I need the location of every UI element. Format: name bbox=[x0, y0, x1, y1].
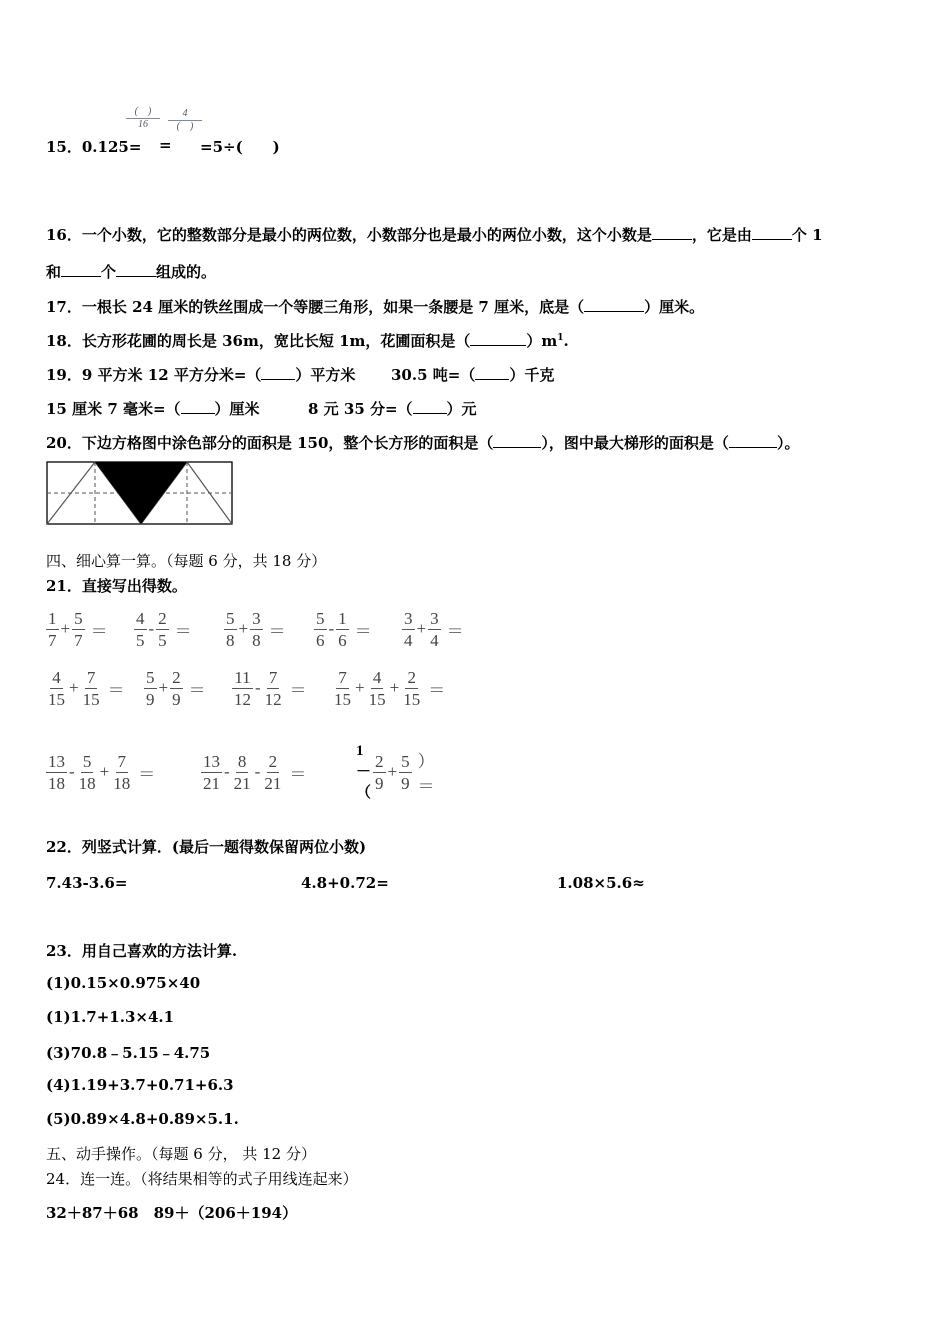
fraction-numerator: 3 bbox=[404, 608, 413, 628]
fraction-numerator: 4 bbox=[136, 608, 145, 628]
q20-grid-figure bbox=[46, 461, 234, 527]
fraction bbox=[263, 667, 284, 710]
section-4-title: 四、细心算一算。（每题 6 分，共 18 分） bbox=[46, 552, 327, 570]
fraction bbox=[373, 751, 386, 794]
fraction bbox=[134, 608, 147, 651]
q17-line: 17．一根长 24 厘米的铁丝围成一个等腰三角形，如果一条腰是 7 厘米，底是（ ）厘米。 bbox=[46, 298, 705, 316]
fraction-numerator: 3 bbox=[430, 608, 439, 628]
operator: + bbox=[389, 678, 400, 697]
q21-title: 21．直接写出得数。 bbox=[46, 577, 187, 595]
fraction-denominator: 4 bbox=[404, 630, 413, 650]
operator: + bbox=[355, 678, 365, 697]
q21-row3-item-1 bbox=[46, 751, 157, 794]
fraction-denominator: 15 bbox=[82, 689, 100, 709]
fraction-denominator: 18 bbox=[48, 773, 65, 793]
q22-title: 22．列竖式计算．(最后一题得数保留两位小数) bbox=[46, 838, 367, 856]
q19-line-2b: 8 元 35 分=（ ）元 bbox=[308, 400, 477, 418]
fraction bbox=[250, 608, 263, 651]
fraction-denominator: 8 bbox=[226, 630, 235, 650]
equals-sign: ＝ bbox=[428, 680, 446, 700]
operator: - bbox=[254, 762, 261, 781]
fraction bbox=[399, 751, 412, 794]
fraction-denominator: 18 bbox=[78, 773, 96, 793]
q22-expr-2: 4.8+0.72= bbox=[301, 874, 389, 892]
fraction-numerator: 13 bbox=[203, 751, 220, 771]
fraction-numerator: 7 bbox=[338, 667, 347, 687]
q15-tail: =5÷( ) bbox=[200, 138, 280, 156]
q15-line: 15．0.125= bbox=[46, 138, 142, 156]
q16-blank-4[interactable] bbox=[116, 263, 156, 277]
fraction-numerator: 5 bbox=[82, 751, 92, 771]
operator: + bbox=[99, 762, 110, 781]
fraction-denominator: 15 bbox=[403, 689, 421, 709]
q23-item-2: (1)1.7+1.3×4.1 bbox=[46, 1008, 175, 1026]
q19-line-1b: 30.5 吨=（ ）千克 bbox=[391, 366, 555, 384]
operator: - bbox=[328, 619, 335, 638]
fraction bbox=[46, 667, 67, 710]
fraction bbox=[232, 667, 253, 710]
fraction bbox=[332, 667, 353, 710]
fraction-denominator: 18 bbox=[113, 773, 131, 793]
operator: + bbox=[69, 678, 79, 697]
fraction bbox=[170, 667, 183, 710]
q16-blank-3[interactable] bbox=[61, 263, 101, 277]
equals-sign: ＝ bbox=[289, 680, 307, 700]
fraction-denominator: 21 bbox=[264, 773, 282, 793]
q21-prefix: 1－（ bbox=[356, 742, 372, 801]
q16-line-1: 16．一个小数，它的整数部分是最小的两位数，小数部分也是最小的两位小数，这个小数是 ，它是由 个 1 bbox=[46, 226, 823, 244]
fraction-numerator: 5 bbox=[74, 608, 83, 628]
operator: + bbox=[158, 678, 169, 697]
fraction bbox=[232, 751, 253, 794]
operator: + bbox=[60, 619, 71, 638]
operator: + bbox=[416, 619, 427, 638]
fraction-numerator: 2 bbox=[268, 751, 278, 771]
fraction bbox=[111, 751, 132, 794]
q21-row2-item-2 bbox=[144, 667, 208, 710]
equals-sign: ＝ bbox=[90, 621, 108, 641]
fraction-numerator: 3 bbox=[252, 608, 261, 628]
fraction-denominator: 9 bbox=[401, 773, 410, 793]
q16-line-2: 和 个 组成的。 bbox=[46, 263, 217, 281]
equals-sign: ）＝ bbox=[417, 752, 435, 796]
fraction-numerator: 13 bbox=[48, 751, 65, 771]
fraction bbox=[262, 751, 283, 794]
fraction-numerator: 4 bbox=[52, 667, 61, 687]
equals-sign: ＝ bbox=[174, 621, 192, 641]
q23-item-4: (4)1.19+3.7+0.71+6.3 bbox=[46, 1076, 234, 1094]
fraction-denominator: 5 bbox=[158, 630, 167, 650]
fraction-numerator: 5 bbox=[316, 608, 325, 628]
fraction bbox=[201, 751, 222, 794]
fraction-denominator: 7 bbox=[48, 630, 57, 650]
fraction-numerator: 7 bbox=[268, 667, 278, 687]
q16-blank-2[interactable] bbox=[752, 226, 792, 240]
section-5-title: 五、动手操作。（每题 6 分， 共 12 分） bbox=[46, 1145, 316, 1163]
equals-sign: ＝ bbox=[446, 621, 464, 641]
q20-blank-1[interactable] bbox=[493, 434, 541, 448]
fraction-numerator: 11 bbox=[234, 667, 251, 687]
fraction-denominator: 12 bbox=[264, 689, 282, 709]
fraction-denominator: 6 bbox=[338, 630, 347, 650]
fraction-numerator: 2 bbox=[375, 751, 384, 771]
q20-line: 20．下边方格图中涂色部分的面积是 150，整个长方形的面积是（ ），图中最大梯形的面积是（ ）。 bbox=[46, 434, 800, 452]
fraction-denominator: 8 bbox=[252, 630, 261, 650]
q16-blank-1[interactable] bbox=[652, 226, 692, 240]
fraction bbox=[46, 608, 59, 651]
equals-sign: ＝ bbox=[188, 680, 206, 700]
q19-line-2a: 15 厘米 7 毫米=（ ）厘米 bbox=[46, 400, 260, 418]
q22-expr-1: 7.43-3.6= bbox=[46, 874, 128, 892]
fraction bbox=[77, 751, 98, 794]
q19-blank-3[interactable] bbox=[181, 400, 215, 414]
fraction bbox=[336, 608, 349, 651]
fraction bbox=[224, 608, 237, 651]
q17-blank[interactable] bbox=[584, 298, 644, 312]
fraction bbox=[72, 608, 85, 651]
fraction-denominator: 9 bbox=[146, 689, 155, 709]
fraction-numerator: 2 bbox=[407, 667, 416, 687]
fraction bbox=[156, 608, 169, 651]
q18-line: 18．长方形花圃的周长是 36m，宽比长短 1m，花圃面积是（ ）$m^1$. bbox=[46, 332, 569, 350]
q24-expressions: 32＋87＋68 89＋（206＋194） bbox=[46, 1204, 298, 1222]
fraction-numerator: 4 bbox=[372, 667, 382, 687]
fraction-numerator: 5 bbox=[401, 751, 410, 771]
fraction-numerator: 8 bbox=[237, 751, 247, 771]
q21-row2-item-4 bbox=[332, 667, 447, 710]
fraction bbox=[401, 667, 422, 710]
q21-row2-item-1 bbox=[46, 667, 127, 710]
q15-fraction-1: ( ) 16 bbox=[126, 106, 160, 131]
q23-item-5: (5)0.89×4.8+0.89×5.1. bbox=[46, 1110, 239, 1128]
fraction bbox=[144, 667, 157, 710]
operator: - bbox=[148, 619, 155, 638]
fraction-numerator: 2 bbox=[172, 667, 181, 687]
equals-sign: ＝ bbox=[107, 680, 125, 700]
q21-row2-item-3 bbox=[232, 667, 309, 710]
fraction-numerator: 1 bbox=[48, 608, 57, 628]
fraction-numerator: 7 bbox=[86, 667, 96, 687]
fraction bbox=[428, 608, 441, 651]
q22-expr-3: 1.08×5.6≈ bbox=[557, 874, 645, 892]
fraction-denominator: 7 bbox=[74, 630, 83, 650]
q21-row3-item-3 bbox=[354, 743, 437, 802]
q15-fraction-2: 4 ( ) bbox=[168, 108, 202, 133]
equals-sign: ＝ bbox=[354, 621, 372, 641]
q23-item-1: (1)0.15×0.975×40 bbox=[46, 974, 201, 992]
equals-sign: ＝ bbox=[138, 764, 156, 784]
equals-sign: ＝ bbox=[268, 621, 286, 641]
fraction-denominator: 15 bbox=[48, 689, 65, 709]
operator: - bbox=[255, 678, 261, 697]
fraction bbox=[314, 608, 327, 651]
q19-line-1a: 19．9 平方米 12 平方分米=（ ）平方米 bbox=[46, 366, 356, 384]
fraction-numerator: 5 bbox=[226, 608, 235, 628]
operator: - bbox=[69, 762, 75, 781]
fraction-numerator: 1 bbox=[338, 608, 347, 628]
operator: - bbox=[224, 762, 230, 781]
fraction-denominator: 15 bbox=[334, 689, 351, 709]
q24-title: 24．连一连。（将结果相等的式子用线连起来） bbox=[46, 1170, 358, 1188]
q21-row1-item-4 bbox=[314, 608, 374, 651]
q21-row1-item-2 bbox=[134, 608, 194, 651]
q23-item-3: (3)70.8﹣5.15﹣4.75 bbox=[46, 1044, 211, 1062]
q20-blank-2[interactable] bbox=[729, 434, 777, 448]
fraction-numerator: 5 bbox=[146, 667, 155, 687]
fraction-denominator: 5 bbox=[136, 630, 145, 650]
fraction bbox=[81, 667, 102, 710]
q18-blank[interactable] bbox=[470, 332, 526, 346]
q21-row1-item-5 bbox=[402, 608, 466, 651]
fraction-denominator: 21 bbox=[203, 773, 220, 793]
fraction-denominator: 4 bbox=[430, 630, 439, 650]
fraction-numerator: 7 bbox=[117, 751, 127, 771]
fraction-denominator: 12 bbox=[234, 689, 251, 709]
fraction bbox=[46, 751, 67, 794]
operator: + bbox=[387, 762, 398, 781]
fraction-denominator: 21 bbox=[233, 773, 251, 793]
operator: + bbox=[238, 619, 249, 638]
fraction-denominator: 9 bbox=[172, 689, 181, 709]
equals-sign: ＝ bbox=[289, 764, 307, 784]
fraction-denominator: 15 bbox=[368, 689, 386, 709]
q19-blank-2[interactable] bbox=[475, 366, 509, 380]
q21-row3-item-2 bbox=[201, 751, 308, 794]
fraction-denominator: 9 bbox=[375, 773, 384, 793]
q21-row1-item-1 bbox=[46, 608, 110, 651]
fraction-denominator: 6 bbox=[316, 630, 325, 650]
fraction bbox=[402, 608, 415, 651]
q21-row1-item-3 bbox=[224, 608, 288, 651]
q19-blank-4[interactable] bbox=[413, 400, 447, 414]
fraction bbox=[367, 667, 388, 710]
q23-title: 23．用自己喜欢的方法计算. bbox=[46, 942, 238, 960]
fraction-numerator: 2 bbox=[158, 608, 167, 628]
q19-blank-1[interactable] bbox=[261, 366, 295, 380]
q15-equals: = bbox=[159, 136, 172, 154]
